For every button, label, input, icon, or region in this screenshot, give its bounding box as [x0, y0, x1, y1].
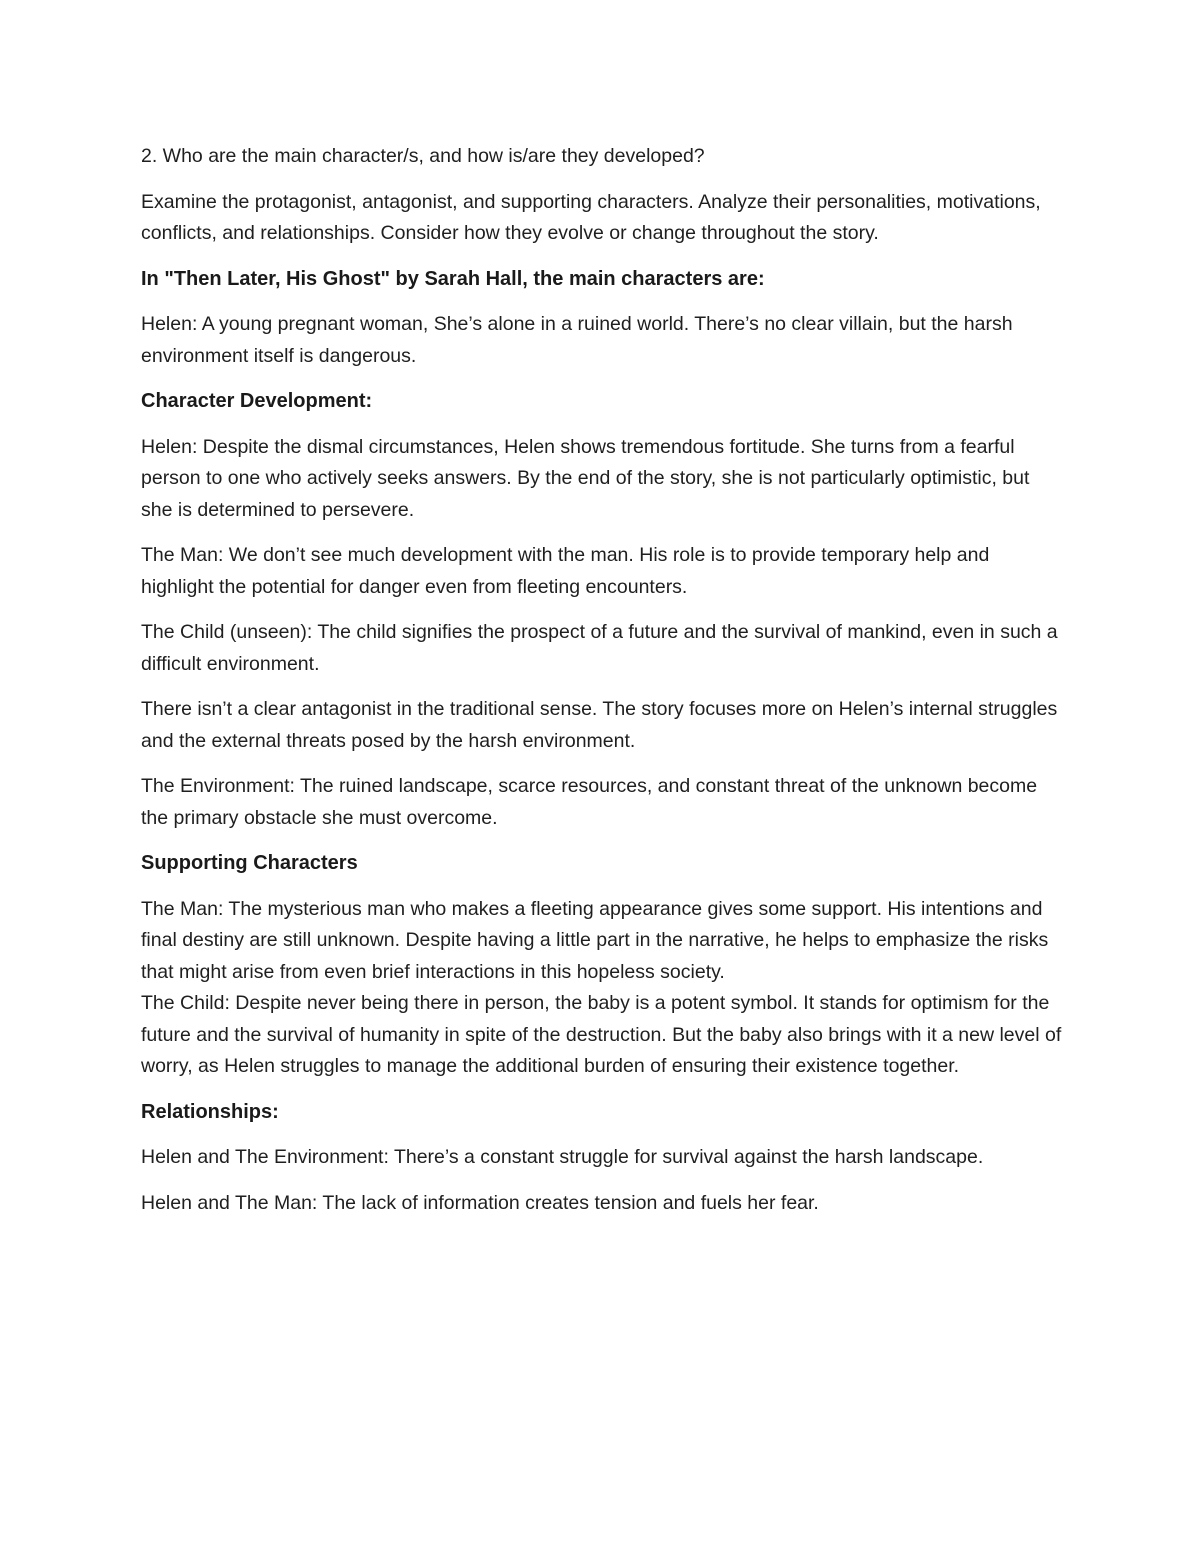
- question-paragraph: 2. Who are the main character/s, and how is/are they developed?: [141, 145, 705, 167]
- antagonist-paragraph: There isn’t a clear antagonist in the traditional sense. The story focuses more on Helen’s internal struggles and the external threats posed by the harsh environment.: [141, 698, 1058, 752]
- development-child-paragraph: The Child (unseen): The child signifies the prospect of a future and the survival of mankind, even in such a difficult environment.: [141, 621, 1058, 675]
- character-development-heading: Character Development:: [141, 390, 373, 412]
- instructions-paragraph: Examine the protagonist, antagonist, and supporting characters. Analyze their personalities, motivations, conflicts, and relationships. Consider how they evolve or change throughout the story.: [141, 190, 1041, 244]
- document-body: [141, 141, 1066, 1233]
- relationship-environment-paragraph: Helen and The Environment: There’s a constant struggle for survival against the harsh landscape.: [141, 1146, 984, 1168]
- supporting-man-paragraph: The Man: The mysterious man who makes a fleeting appearance gives some support. His intentions and final destiny are still unknown. Despite having a little part in the narrative, he helps to emphasize the risks that might arise from even brief interactions in this hopeless society.: [141, 897, 1049, 983]
- development-man-paragraph: The Man: We don’t see much development with the man. His role is to provide temporary help and highlight the potential for danger even from fleeting encounters.: [141, 544, 990, 598]
- environment-paragraph: The Environment: The ruined landscape, scarce resources, and constant threat of the unknown become the primary obstacle she must overcome.: [141, 775, 1038, 829]
- development-helen-paragraph: Helen: Despite the dismal circumstances, Helen shows tremendous fortitude. She turns from a fearful person to one who actively seeks answers. By the end of the story, she is not particularly optimistic, but she is determined to persevere.: [141, 435, 1030, 521]
- relationships-heading: Relationships:: [141, 1100, 279, 1123]
- helen-intro-paragraph: Helen: A young pregnant woman, She’s alone in a ruined world. There’s no clear villain, but the harsh environment itself is dangerous.: [141, 313, 1013, 367]
- main-characters-heading: In "Then Later, His Ghost" by Sarah Hall, the main characters are:: [141, 267, 765, 290]
- supporting-child-paragraph: The Child: Despite never being there in person, the baby is a potent symbol. It stands for optimism for the future and the survival of humanity in spite of the destruction. But the baby also brings with it a new level of worry, as Helen struggles to manage the additional burden of ensuring their existence together.: [141, 992, 1062, 1077]
- relationship-man-paragraph: Helen and The Man: The lack of information creates tension and fuels her fear.: [141, 1191, 819, 1214]
- supporting-characters-heading: Supporting Characters: [141, 852, 358, 874]
